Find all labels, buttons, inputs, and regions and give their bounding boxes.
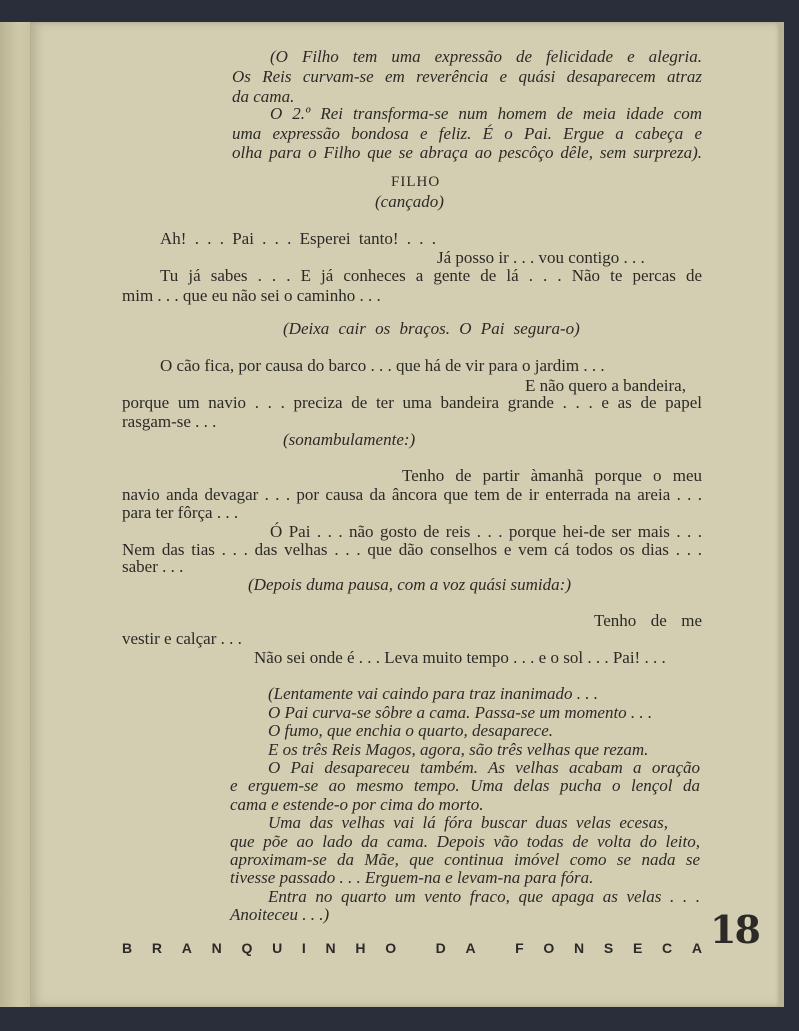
page-edge: [779, 22, 784, 1007]
author-letter: Q: [241, 940, 253, 956]
stage-direction: (Depois duma pausa, com a voz quási sumida:): [248, 575, 571, 594]
book-spine: [0, 22, 34, 1007]
speech-line: Não sei onde é . . . Leva muito tempo . . . e o sol . . . Pai! . . .: [254, 648, 666, 667]
speech-line: Tu já sabes . . . E já conheces a gente de lá . . . Não te percas de: [160, 266, 702, 285]
author-letter: R: [151, 940, 162, 956]
author-letter: H: [355, 940, 366, 956]
stage-direction-line: O Pai desapareceu também. As velhas acabam a oração: [268, 758, 700, 777]
stage-direction-line: aproximam-se da Mãe, que continua imóvel como se nada se: [230, 850, 700, 869]
speech-line: Nem das tias . . . das velhas . . . que dão conselhos e vem cá todos os dias . . .: [122, 540, 702, 559]
stage-direction-line: Uma das velhas vai lá fóra buscar duas velas ecesas,: [268, 813, 668, 832]
speech-line: Tenho de partir àmanhã porque o meu: [402, 466, 702, 485]
stage-direction-line: Entra no quarto um vento fraco, que apaga as velas . . .: [268, 887, 700, 906]
speaker-name: FILHO: [391, 174, 441, 190]
stage-direction-line: O fumo, que enchia o quarto, desaparece.: [268, 721, 554, 740]
stage-direction-line: que põe ao lado da cama. Depois vão todas de volta do leito,: [230, 832, 700, 851]
author-letter: O: [385, 940, 397, 956]
stage-direction-line: O 2.º Rei transforma-se num homem de meia idade com: [270, 104, 702, 123]
author-letter: U: [272, 940, 283, 956]
stage-direction-line: uma expressão bondosa e feliz. É o Pai. Ergue a cabeça e: [232, 124, 702, 143]
author-letter: A: [691, 940, 702, 956]
author-letter: I: [301, 940, 306, 956]
stage-direction-line: E os três Reis Magos, agora, são três velhas que rezam.: [268, 740, 649, 759]
stage-direction-line: Os Reis curvam-se em reverência e quási desaparecem atraz: [232, 67, 702, 86]
speech-line: Já posso ir . . . vou contigo . . .: [437, 248, 645, 267]
stage-direction-line: tivesse passado . . . Erguem-na e levam-na para fóra.: [230, 868, 594, 887]
stage-direction: (sonambulamente:): [283, 430, 416, 449]
author-letter: B: [122, 940, 133, 956]
author-letter: N: [574, 940, 585, 956]
stage-direction-line: O Pai curva-se sôbre a cama. Passa-se um momento . . .: [268, 703, 653, 722]
author-letter: E: [632, 940, 643, 956]
author-letter: A: [465, 940, 476, 956]
author-letter: A: [181, 940, 192, 956]
speech-line: porque um navio . . . preciza de ter uma bandeira grande . . . e as de papel: [122, 393, 702, 412]
stage-direction-line: (O Filho tem uma expressão de felicidade e alegria.: [270, 47, 702, 66]
stage-direction-line: e erguem-se ao mesmo tempo. Uma delas pucha o lençol da: [230, 776, 700, 795]
speech-line: vestir e calçar . . .: [122, 629, 242, 648]
author-letter: F: [515, 940, 524, 956]
author-name: [122, 940, 702, 956]
speech-line: saber . . .: [122, 557, 184, 576]
speech-line: mim . . . que eu não sei o caminho . . .: [122, 286, 381, 305]
speech-line: Ah! . . . Pai . . . Esperei tanto! . . .: [160, 229, 437, 248]
speech-line: rasgam-se . . .: [122, 412, 217, 431]
stage-direction-line: olha para o Filho que se abraça ao pescôço dêle, sem surpreza).: [232, 143, 702, 162]
stage-direction-line: Anoiteceu . . .): [230, 905, 330, 924]
stage-direction: (Deixa cair os braços. O Pai segura-o): [283, 319, 580, 338]
author-letter: O: [543, 940, 555, 956]
author-letter: D: [435, 940, 446, 956]
author-letter: C: [662, 940, 673, 956]
speaker-direction: (cançado): [375, 192, 444, 211]
speech-line: Tenho de me: [594, 611, 702, 630]
stage-direction-line: cama e estende-o por cima do morto.: [230, 795, 484, 814]
page-number: 18: [710, 907, 759, 952]
stage-direction-line: da cama.: [232, 87, 295, 106]
speech-line: O cão fica, por causa do barco . . . que há de vir para o jardim . . .: [160, 356, 605, 375]
speech-line: E não quero a bandeira,: [525, 376, 686, 395]
author-letter: S: [603, 940, 614, 956]
speech-line: Ó Pai . . . não gosto de reis . . . porque hei-de ser mais . . .: [270, 522, 702, 541]
speech-line: navio anda devagar . . . por causa da âncora que tem de ir enterrada na areia . . .: [122, 485, 702, 504]
author-letter: N: [325, 940, 336, 956]
author-letter: N: [211, 940, 222, 956]
speech-line: para ter fôrça . . .: [122, 503, 239, 522]
stage-direction-line: (Lentamente vai caindo para traz inanimado . . .: [268, 684, 599, 703]
